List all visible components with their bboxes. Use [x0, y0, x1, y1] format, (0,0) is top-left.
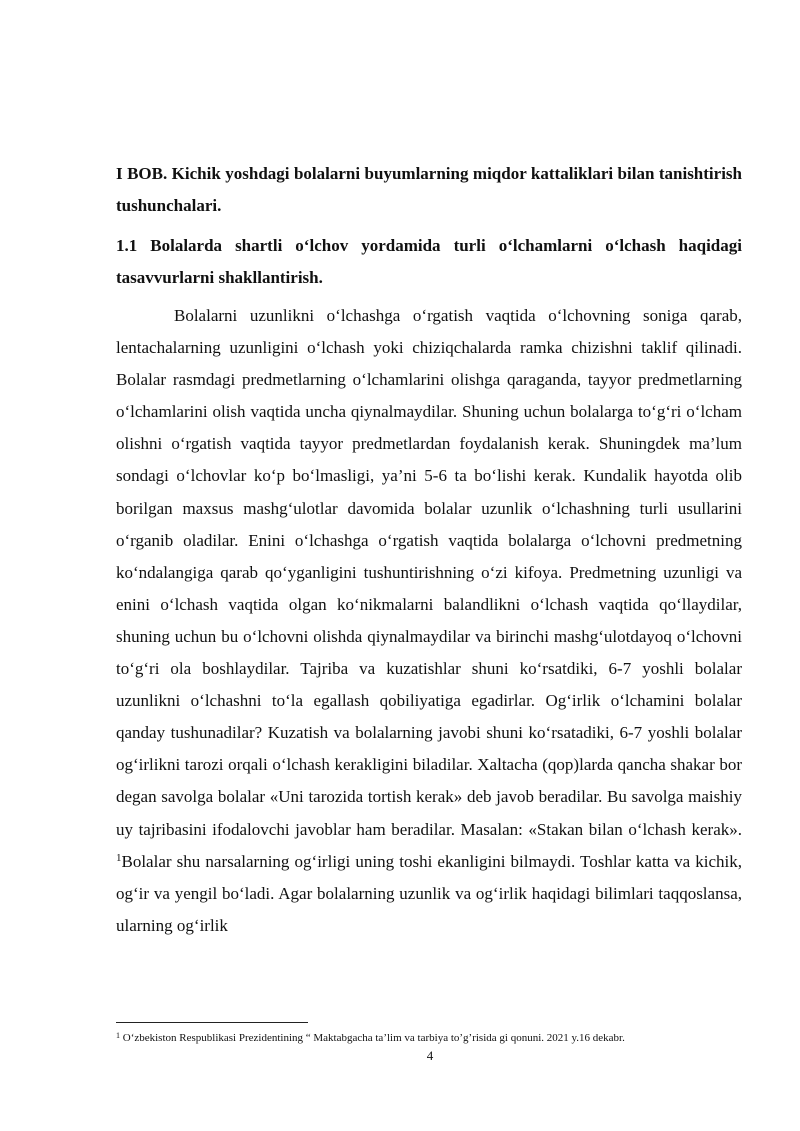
section-title: 1.1 Bolalarda shartli o‘lchov yordamida turli o‘lchamlarni o‘lchash haqidagi tasavvurlarni shakllantirish.: [116, 236, 742, 287]
footnote-number: 1: [116, 1031, 120, 1040]
page-content: [116, 158, 742, 942]
footnote-reference[interactable]: 1: [116, 851, 122, 864]
chapter-title: I BOB. Kichik yoshdagi bolalarni buyumlarning miqdor kattaliklari bilan tanishtirish tushunchalari.: [116, 164, 742, 215]
footnote-text: O‘zbekiston Respublikasi Prezidentining “ Maktabgacha ta’lim va tarbiya to’g’risida gi qonuni. 2021 y.16 dekabr.: [120, 1032, 625, 1044]
page-number: 4: [426, 1048, 434, 1063]
paragraph-text: Bolalarni uzunlikni o‘lchashga o‘rgatish vaqtida o‘lchovning soniga qarab, lentachalarning uzunligini o‘lchash yoki chiziqchalarda ramka chizishni taklif qilinadi. Bolalar rasmdagi predmetlarning o‘lchamlarini olishga qaraganda, tayyor predmetlarning o‘lchamlarini olish vaqtida uncha qiynalmaydilar. Shuning uchun bolalarga to‘g‘ri o‘lcham olishni o‘rgatish vaqtida tayyor predmetlardan foydalanish kerak. Shuningdek ma’lum sondagi o‘lchovlar ko‘p bo‘lmasligi, ya’ni 5-6 ta bo‘lishi kerak. Kundalik hayotda olib borilgan maxsus mashg‘ulotlar davomida bolalar uzunlik o‘lchashning turli usullarini o‘rganib oladilar. Enini o‘lchashga o‘rgatish vaqtida bolalarga o‘lchovni predmetning ko‘ndalangiga qarab qo‘yganligini tushuntirishning o‘zi kifoya. Predmetning uzunligi va enini o‘lchash vaqtida olgan ko‘nikmalarni balandlikni o‘lchash vaqtida qo‘llaydilar, shuning uchun bu o‘lchovni olishda qiynalmaydilar va birinchi mashg‘ulotdayoq o‘lchovni to‘g‘ri ola boshlaydilar. Tajriba va kuzatishlar shuni ko‘rsatdiki, 6-7 yoshli bolalar uzunlikni o‘lchashni to‘la egallash qobiliyatiga egadirlar. Og‘irlik o‘lchamini bolalar qanday tushunadilar? Kuzatish va bolalarning javobi shuni ko‘rsatadiki, 6-7 yoshli bolalar og‘irlikni tarozi orqali o‘lchash kerakligini biladilar. Xaltacha (qop)larda qancha shakar bor degan savolga bolalar «Uni tarozida tortish kerak» deb javob beradilar. Bu savolga maishiy uy tajribasini ifodalovchi javoblar ham beradilar. Masalan: «Stakan bilan o‘lchash kerak».: [116, 306, 742, 839]
footnote-divider: [116, 1022, 308, 1023]
footnote: [116, 1031, 742, 1045]
body-paragraph: [116, 300, 742, 942]
paragraph-text-continued: Bolalar shu narsalarning og‘irligi uning toshi ekanligini bilmaydi. Toshlar katta va kichik, og‘ir va yengil bo‘ladi. Agar bolalarning uzunlik va og‘irlik haqidagi bilimlari taqqoslansa, ularning og‘irlik: [116, 851, 742, 935]
